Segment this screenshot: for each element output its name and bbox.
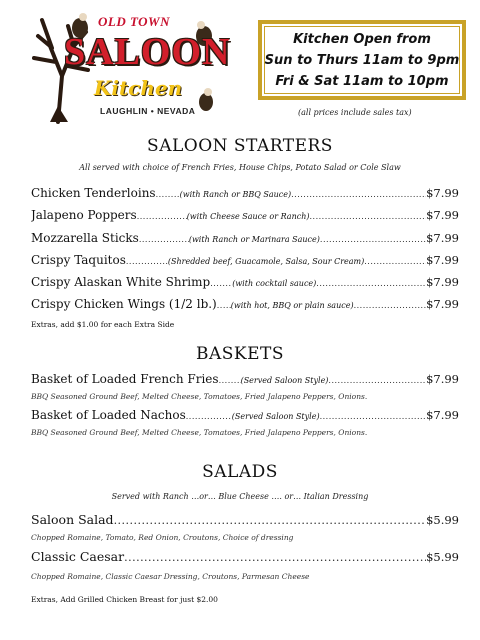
item-desc: (Shredded beef, Guacamole, Salsa, Sour Cream) (167, 257, 365, 266)
hours-line-1: Kitchen Open from (293, 31, 431, 47)
item-price: $7.99 (426, 253, 459, 267)
item-desc: (with Cheese Sauce or Ranch) (186, 212, 310, 221)
menu-item (31, 208, 459, 224)
section-title-starters: SALOON STARTERS (147, 136, 333, 156)
menu-item (31, 512, 459, 530)
logo-saloon: SALOON (64, 31, 231, 73)
item-price: $5.99 (426, 550, 459, 564)
item-detail: Chopped Romaine, Tomato, Red Onion, Croutons, Choice of dressing (31, 533, 294, 542)
item-name: Jalapeno Poppers (31, 208, 137, 222)
item-desc: (with Ranch or BBQ Sauce) (179, 190, 292, 199)
item-name: Crispy Chicken Wings (1/2 lb.) (31, 297, 217, 311)
item-price: $7.99 (426, 372, 459, 386)
menu-item (31, 408, 459, 424)
menu-item (31, 186, 459, 202)
hours-line-2: Sun to Thurs 11am to 9pm (264, 52, 460, 68)
logo-kitchen: Kitchen (94, 76, 183, 100)
menu-item (31, 231, 459, 247)
item-price: $7.99 (426, 297, 459, 311)
item-name: Crispy Taquitos (31, 253, 126, 267)
item-name: Chicken Tenderloins (31, 186, 156, 200)
item-name: Saloon Salad (31, 512, 114, 527)
menu-item (31, 253, 459, 269)
item-price: $7.99 (426, 231, 459, 245)
section-title-baskets: BASKETS (195, 344, 284, 364)
item-price: $7.99 (426, 408, 459, 422)
item-detail: Chopped Romaine, Classic Caesar Dressing, Croutons, Parmesan Cheese (31, 572, 310, 581)
section-title-salads: SALADS (202, 462, 278, 482)
starters-extras: Extras, add $1.00 for each Extra Side (31, 320, 175, 329)
starters-subtitle: All served with choice of French Fries, House Chips, Potato Salad or Cole Slaw (79, 163, 401, 172)
item-name: Crispy Alaskan White Shrimp (31, 275, 211, 289)
item-price: $7.99 (426, 275, 459, 289)
item-name: Basket of Loaded French Fries (31, 372, 219, 386)
item-detail: BBQ Seasoned Ground Beef, Melted Cheese, Tomatoes, Fried Jalapeno Peppers, Onions. (31, 392, 368, 401)
item-name: Basket of Loaded Nachos (31, 408, 186, 422)
salads-subtitle: Served with Ranch …or… Blue Cheese …. or… Italian Dressing (111, 492, 369, 501)
menu-item (31, 275, 459, 291)
item-price: $5.99 (426, 513, 459, 527)
saloon-logo (28, 6, 231, 124)
item-desc: (with cocktail sauce) (232, 279, 317, 288)
menu-item (31, 297, 459, 313)
menu-item (31, 549, 459, 567)
item-desc: (Served Saloon Style) (240, 376, 329, 385)
item-desc: (Served Saloon Style) (231, 412, 320, 421)
salads-extras: Extras, Add Grilled Chicken Breast for just $2.00 (31, 595, 218, 604)
hours-line-3: Fri & Sat 11am to 10pm (275, 73, 449, 89)
logo-old-town: OLD TOWN (98, 14, 171, 29)
item-price: $7.99 (426, 186, 459, 200)
item-name: Mozzarella Sticks (31, 231, 139, 245)
menu-item (31, 372, 459, 388)
item-detail: BBQ Seasoned Ground Beef, Melted Cheese, Tomatoes, Fried Jalapeno Peppers, Onions. (31, 428, 368, 437)
item-desc: (with Ranch or Marinara Sauce) (188, 235, 320, 244)
item-desc: (with hot, BBQ or plain sauce) (230, 301, 354, 310)
item-price: $7.99 (426, 208, 459, 222)
logo-location: LAUGHLIN • NEVADA (100, 106, 196, 116)
kitchen-hours-box (258, 20, 466, 100)
tax-note: (all prices include sales tax) (298, 108, 412, 117)
item-name: Classic Caesar (31, 549, 125, 564)
